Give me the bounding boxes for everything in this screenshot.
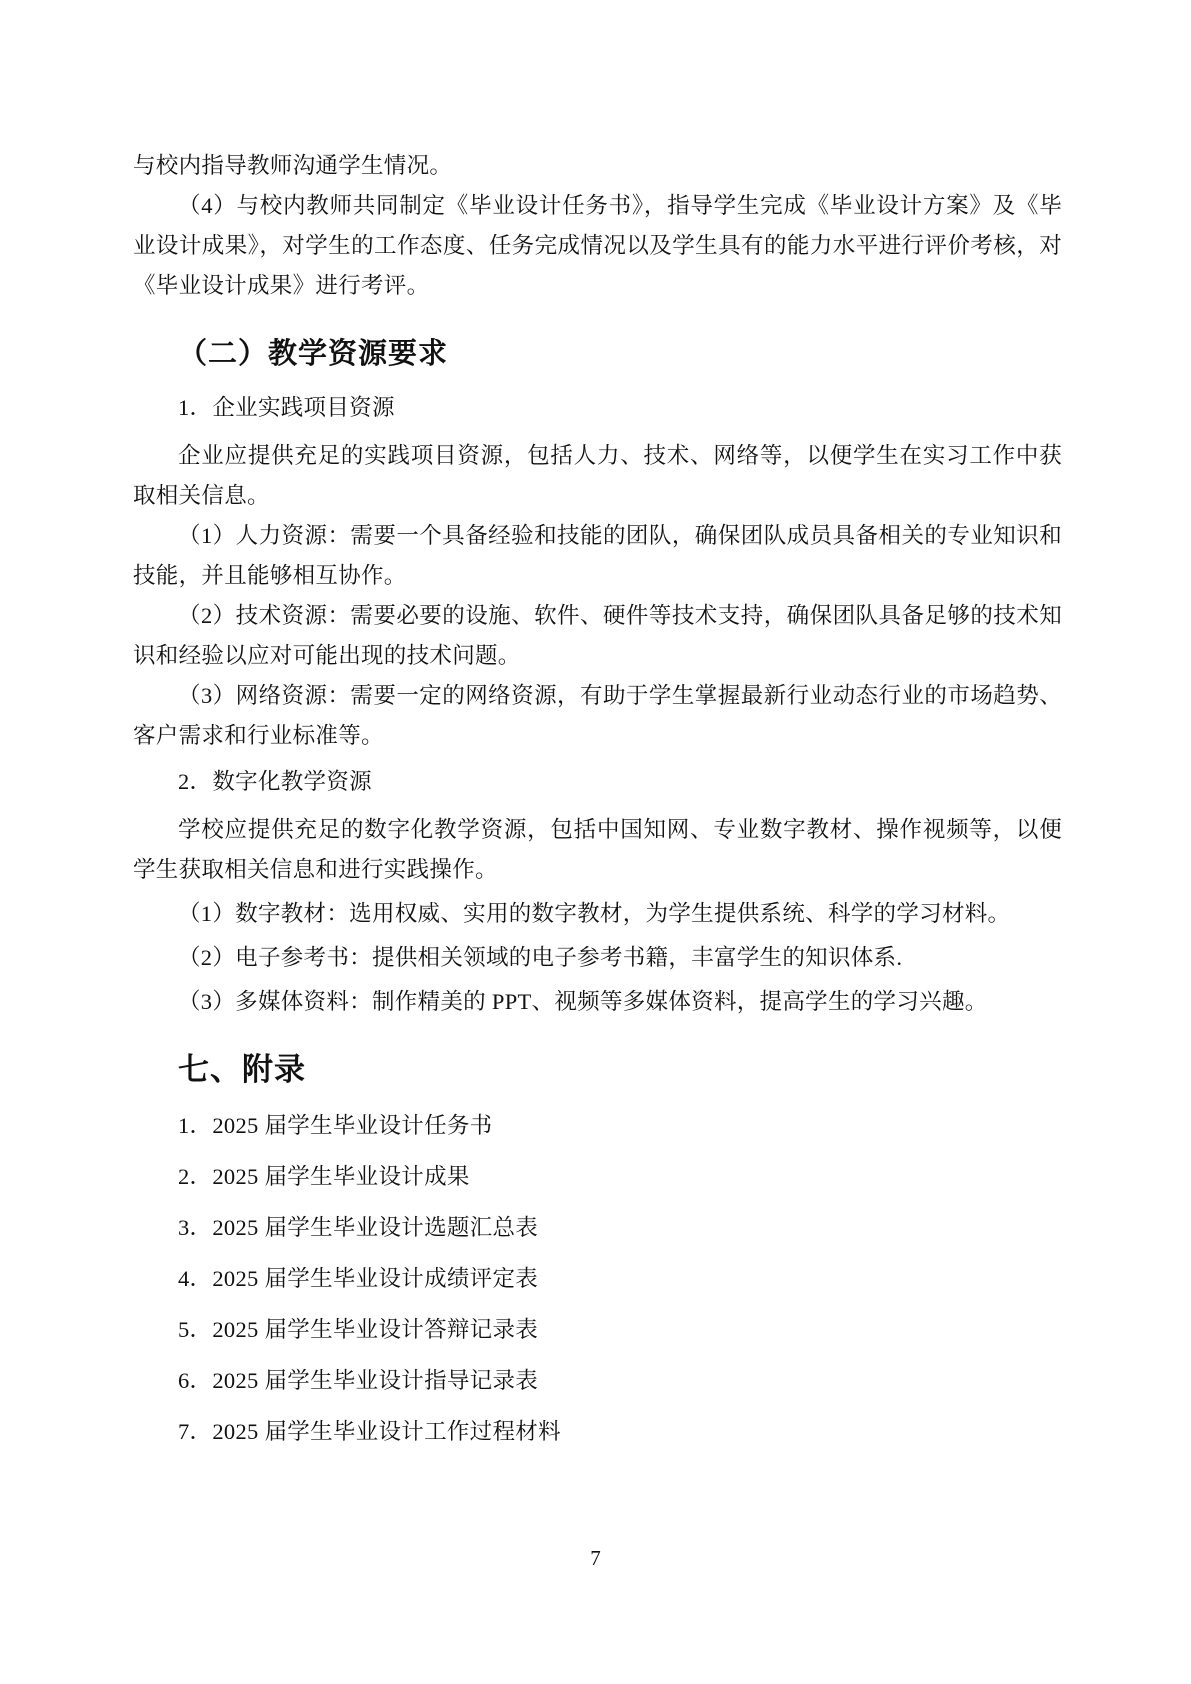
paragraph-multimedia-materials: （3）多媒体资料：制作精美的 PPT、视频等多媒体资料，提高学生的学习兴趣。 <box>178 989 988 1014</box>
paragraph-electronic-references: （2）电子参考书：提供相关领域的电子参考书籍，丰富学生的知识体系. <box>178 945 903 970</box>
appendix-item-guidance-record-table: 6．2025 届学生毕业设计指导记录表 <box>178 1368 539 1393</box>
paragraph-human-resources: （1）人力资源：需要一个具备经验和技能的团队，确保团队成员具备相关的专业知识和技能，并且能够相互协作。 <box>133 523 1062 588</box>
appendix-item-topic-summary-table: 3．2025 届学生毕业设计选题汇总表 <box>178 1215 539 1240</box>
section-heading-teaching-resources: （二）教学资源要求 <box>178 338 449 370</box>
appendix-item-task-book: 1．2025 届学生毕业设计任务书 <box>178 1113 493 1138</box>
page-number: 7 <box>590 1546 601 1570</box>
subsection-title-enterprise-resources: 1．企业实践项目资源 <box>178 395 395 420</box>
appendix-item-defense-record-table: 5．2025 届学生毕业设计答辩记录表 <box>178 1317 539 1342</box>
paragraph-item-4: （4）与校内教师共同制定《毕业设计任务书》，指导学生完成《毕业设计方案》及《毕业设计成果》，对学生的工作态度、任务完成情况以及学生具有的能力水平进行评价考核，对《毕业设计成果》进行考评。 <box>133 193 1062 298</box>
section-heading-appendix: 七、附录 <box>178 1052 306 1087</box>
appendix-item-results: 2．2025 届学生毕业设计成果 <box>178 1164 470 1189</box>
paragraph-network-resources: （3）网络资源：需要一定的网络资源，有助于学生掌握最新行业动态行业的市场趋势、客户需求和行业标准等。 <box>133 683 1062 748</box>
subsection-title-digital-resources: 2．数字化教学资源 <box>178 769 372 794</box>
appendix-item-grade-evaluation-table: 4．2025 届学生毕业设计成绩评定表 <box>178 1266 539 1291</box>
paragraph-technical-resources: （2）技术资源：需要必要的设施、软件、硬件等技术支持，确保团队具备足够的技术知识和经验以应对可能出现的技术问题。 <box>133 603 1062 668</box>
paragraph-digital-textbooks: （1）数字教材：选用权威、实用的数字教材，为学生提供系统、科学的学习材料。 <box>178 901 1011 926</box>
paragraph-digital-intro: 学校应提供充足的数字化教学资源，包括中国知网、专业数字教材、操作视频等，以便学生获取相关信息和进行实践操作。 <box>133 817 1062 882</box>
appendix-item-process-materials: 7．2025 届学生毕业设计工作过程材料 <box>178 1419 561 1444</box>
page-content <box>133 146 1062 1463</box>
paragraph-enterprise-intro: 企业应提供充足的实践项目资源，包括人力、技术、网络等，以便学生在实习工作中获取相关信息。 <box>133 443 1062 508</box>
paragraph-continuation: 与校内指导教师沟通学生情况。 <box>133 153 453 178</box>
